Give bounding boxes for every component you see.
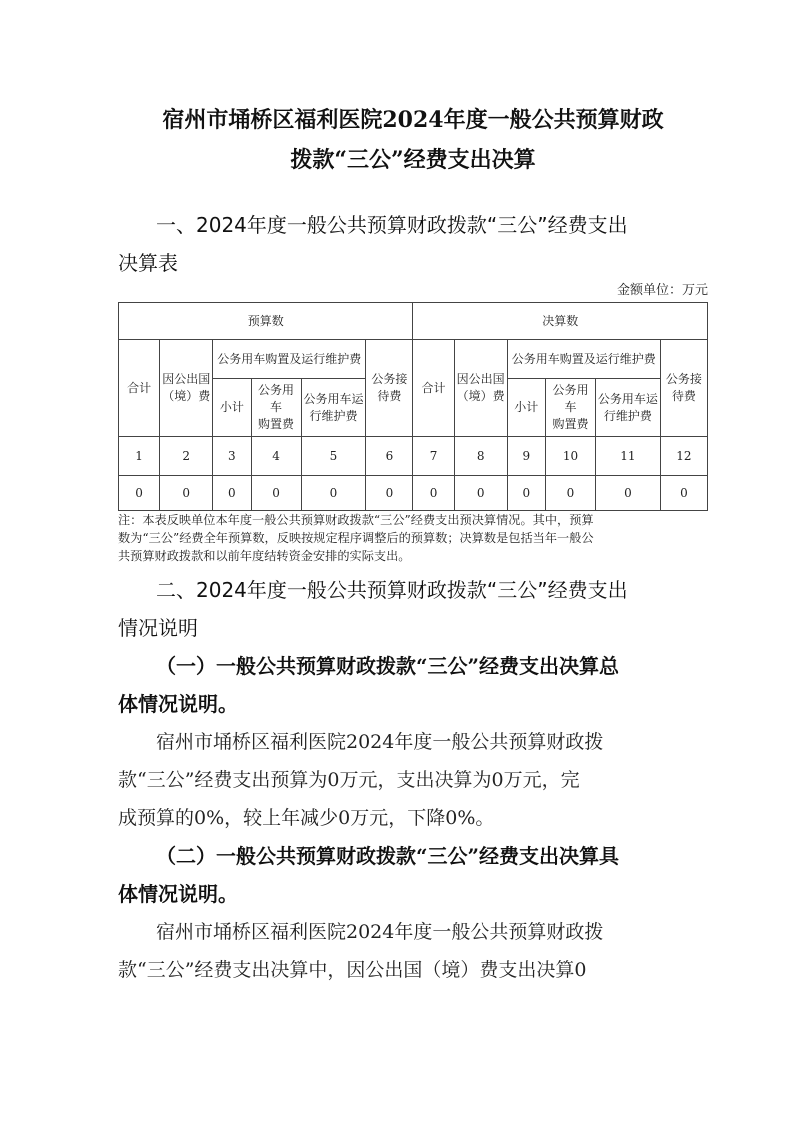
- sub1-heading-line1: （一）一般公共预算财政拨款“三公”经费支出决算总: [156, 654, 620, 678]
- sub2-paragraph-line1: 宿州市埇桥区福利医院2024年度一般公共预算财政拨: [156, 921, 604, 943]
- final-maintenance-header: [596, 379, 661, 437]
- table-note-line2: 数为“三公”经费全年预算数，反映按规定程序调整后的预算数；决算数是包括当年一般公: [118, 531, 594, 545]
- budget-reception-header-l1: 公务接: [371, 372, 408, 386]
- value-cell: 0: [545, 476, 595, 511]
- budget-reception-header: [366, 340, 413, 437]
- value-cell: 0: [366, 476, 413, 511]
- budget-maintenance-header: [301, 379, 366, 437]
- section2-heading-line2: 情况说明: [118, 616, 198, 640]
- index-cell: 5: [301, 437, 366, 476]
- budget-purchase-header-l2: 购置费: [258, 417, 295, 431]
- final-purchase-header-l1: 公务用车: [552, 383, 589, 414]
- index-cell: 10: [545, 437, 595, 476]
- table-note-line1: 注：本表反映单位本年度一般公共预算财政拨款“三公”经费支出预决算情况。其中，预算: [118, 513, 594, 527]
- final-total-header: 合计: [413, 340, 454, 437]
- sub1-paragraph-line1: 宿州市埇桥区福利医院2024年度一般公共预算财政拨: [156, 731, 604, 753]
- value-cell: 0: [119, 476, 160, 511]
- final-maintenance-header-l2: 行维护费: [603, 408, 652, 423]
- budget-maintenance-header-l1: 公务用车运: [303, 391, 364, 406]
- document-title-line2: 拨款“三公”经费支出决算: [290, 147, 536, 173]
- final-subtotal-header: 小计: [507, 379, 545, 437]
- budget-reception-header-l2: 待费: [377, 389, 402, 403]
- value-cell: 0: [413, 476, 454, 511]
- index-cell: 3: [213, 437, 251, 476]
- final-vehicle-header: 公务用车购置及运行维护费: [507, 340, 660, 379]
- index-cell: 6: [366, 437, 413, 476]
- final-reception-header: [660, 340, 707, 437]
- sub1-paragraph-line2: 款“三公”经费支出预算为0万元，支出决算为0万元，完: [118, 769, 580, 791]
- final-maintenance-header-l1: 公务用车运: [597, 391, 658, 406]
- budget-abroad-header-l1: 因公出国: [162, 372, 211, 386]
- budget-subtotal-header: 小计: [213, 379, 251, 437]
- final-abroad-header-l1: 因公出国: [456, 372, 505, 386]
- budget-group-header: 预算数: [119, 303, 413, 340]
- sub2-heading-line1: （二）一般公共预算财政拨款“三公”经费支出决算具: [156, 844, 620, 868]
- title-spacer: [118, 180, 708, 206]
- final-purchase-header: [545, 379, 595, 437]
- value-cell: 0: [160, 476, 213, 511]
- document-page: [118, 0, 708, 989]
- budget-maintenance-header-l2: 行维护费: [309, 408, 358, 423]
- final-purchase-header-l2: 购置费: [552, 417, 589, 431]
- index-cell: 4: [251, 437, 301, 476]
- section1-heading-line2: 决算表: [118, 251, 178, 275]
- sub1-paragraph-line3: 成预算的0%，较上年减少0万元，下降0%。: [118, 807, 495, 829]
- sub1-heading-line2: 体情况说明。: [118, 692, 238, 716]
- index-cell: 2: [160, 437, 213, 476]
- index-cell: 9: [507, 437, 545, 476]
- final-reception-header-l2: 待费: [671, 389, 696, 403]
- three-public-expenses-table: [118, 302, 708, 511]
- budget-abroad-header: [160, 340, 213, 437]
- value-cell: 0: [660, 476, 707, 511]
- value-cell: 0: [301, 476, 366, 511]
- index-cell: 12: [660, 437, 707, 476]
- index-cell: 7: [413, 437, 454, 476]
- section1-heading-line1: 一、2024年度一般公共预算财政拨款“三公”经费支出: [156, 213, 628, 237]
- table-value-row: [119, 476, 708, 511]
- final-reception-header-l1: 公务接: [665, 372, 702, 386]
- value-cell: 0: [507, 476, 545, 511]
- index-cell: 8: [454, 437, 507, 476]
- table-note-line3: 共预算财政拨款和以前年度结转资金安排的实际支出。: [118, 549, 411, 563]
- budget-purchase-header: [251, 379, 301, 437]
- final-group-header: 决算数: [413, 303, 708, 340]
- sub2-heading-line2: 体情况说明。: [118, 882, 238, 906]
- budget-abroad-header-l2: （境）费: [162, 389, 211, 403]
- table-index-row: [119, 437, 708, 476]
- budget-purchase-header-l1: 公务用车: [258, 383, 295, 414]
- value-cell: 0: [213, 476, 251, 511]
- index-cell: 11: [596, 437, 661, 476]
- value-cell: 0: [596, 476, 661, 511]
- value-cell: 0: [251, 476, 301, 511]
- index-cell: 1: [119, 437, 160, 476]
- budget-vehicle-header: 公务用车购置及运行维护费: [213, 340, 366, 379]
- section2-heading-line1: 二、2024年度一般公共预算财政拨款“三公”经费支出: [156, 578, 628, 602]
- document-title-line1: 宿州市埇桥区福利医院2024年度一般公共预算财政: [162, 107, 664, 133]
- final-abroad-header-l2: （境）费: [456, 389, 505, 403]
- budget-total-header: 合计: [119, 340, 160, 437]
- final-abroad-header: [454, 340, 507, 437]
- value-cell: 0: [454, 476, 507, 511]
- sub2-paragraph-line2: 款“三公”经费支出决算中，因公出国（境）费支出决算0: [118, 959, 587, 981]
- unit-label: 金额单位：万元: [616, 283, 708, 298]
